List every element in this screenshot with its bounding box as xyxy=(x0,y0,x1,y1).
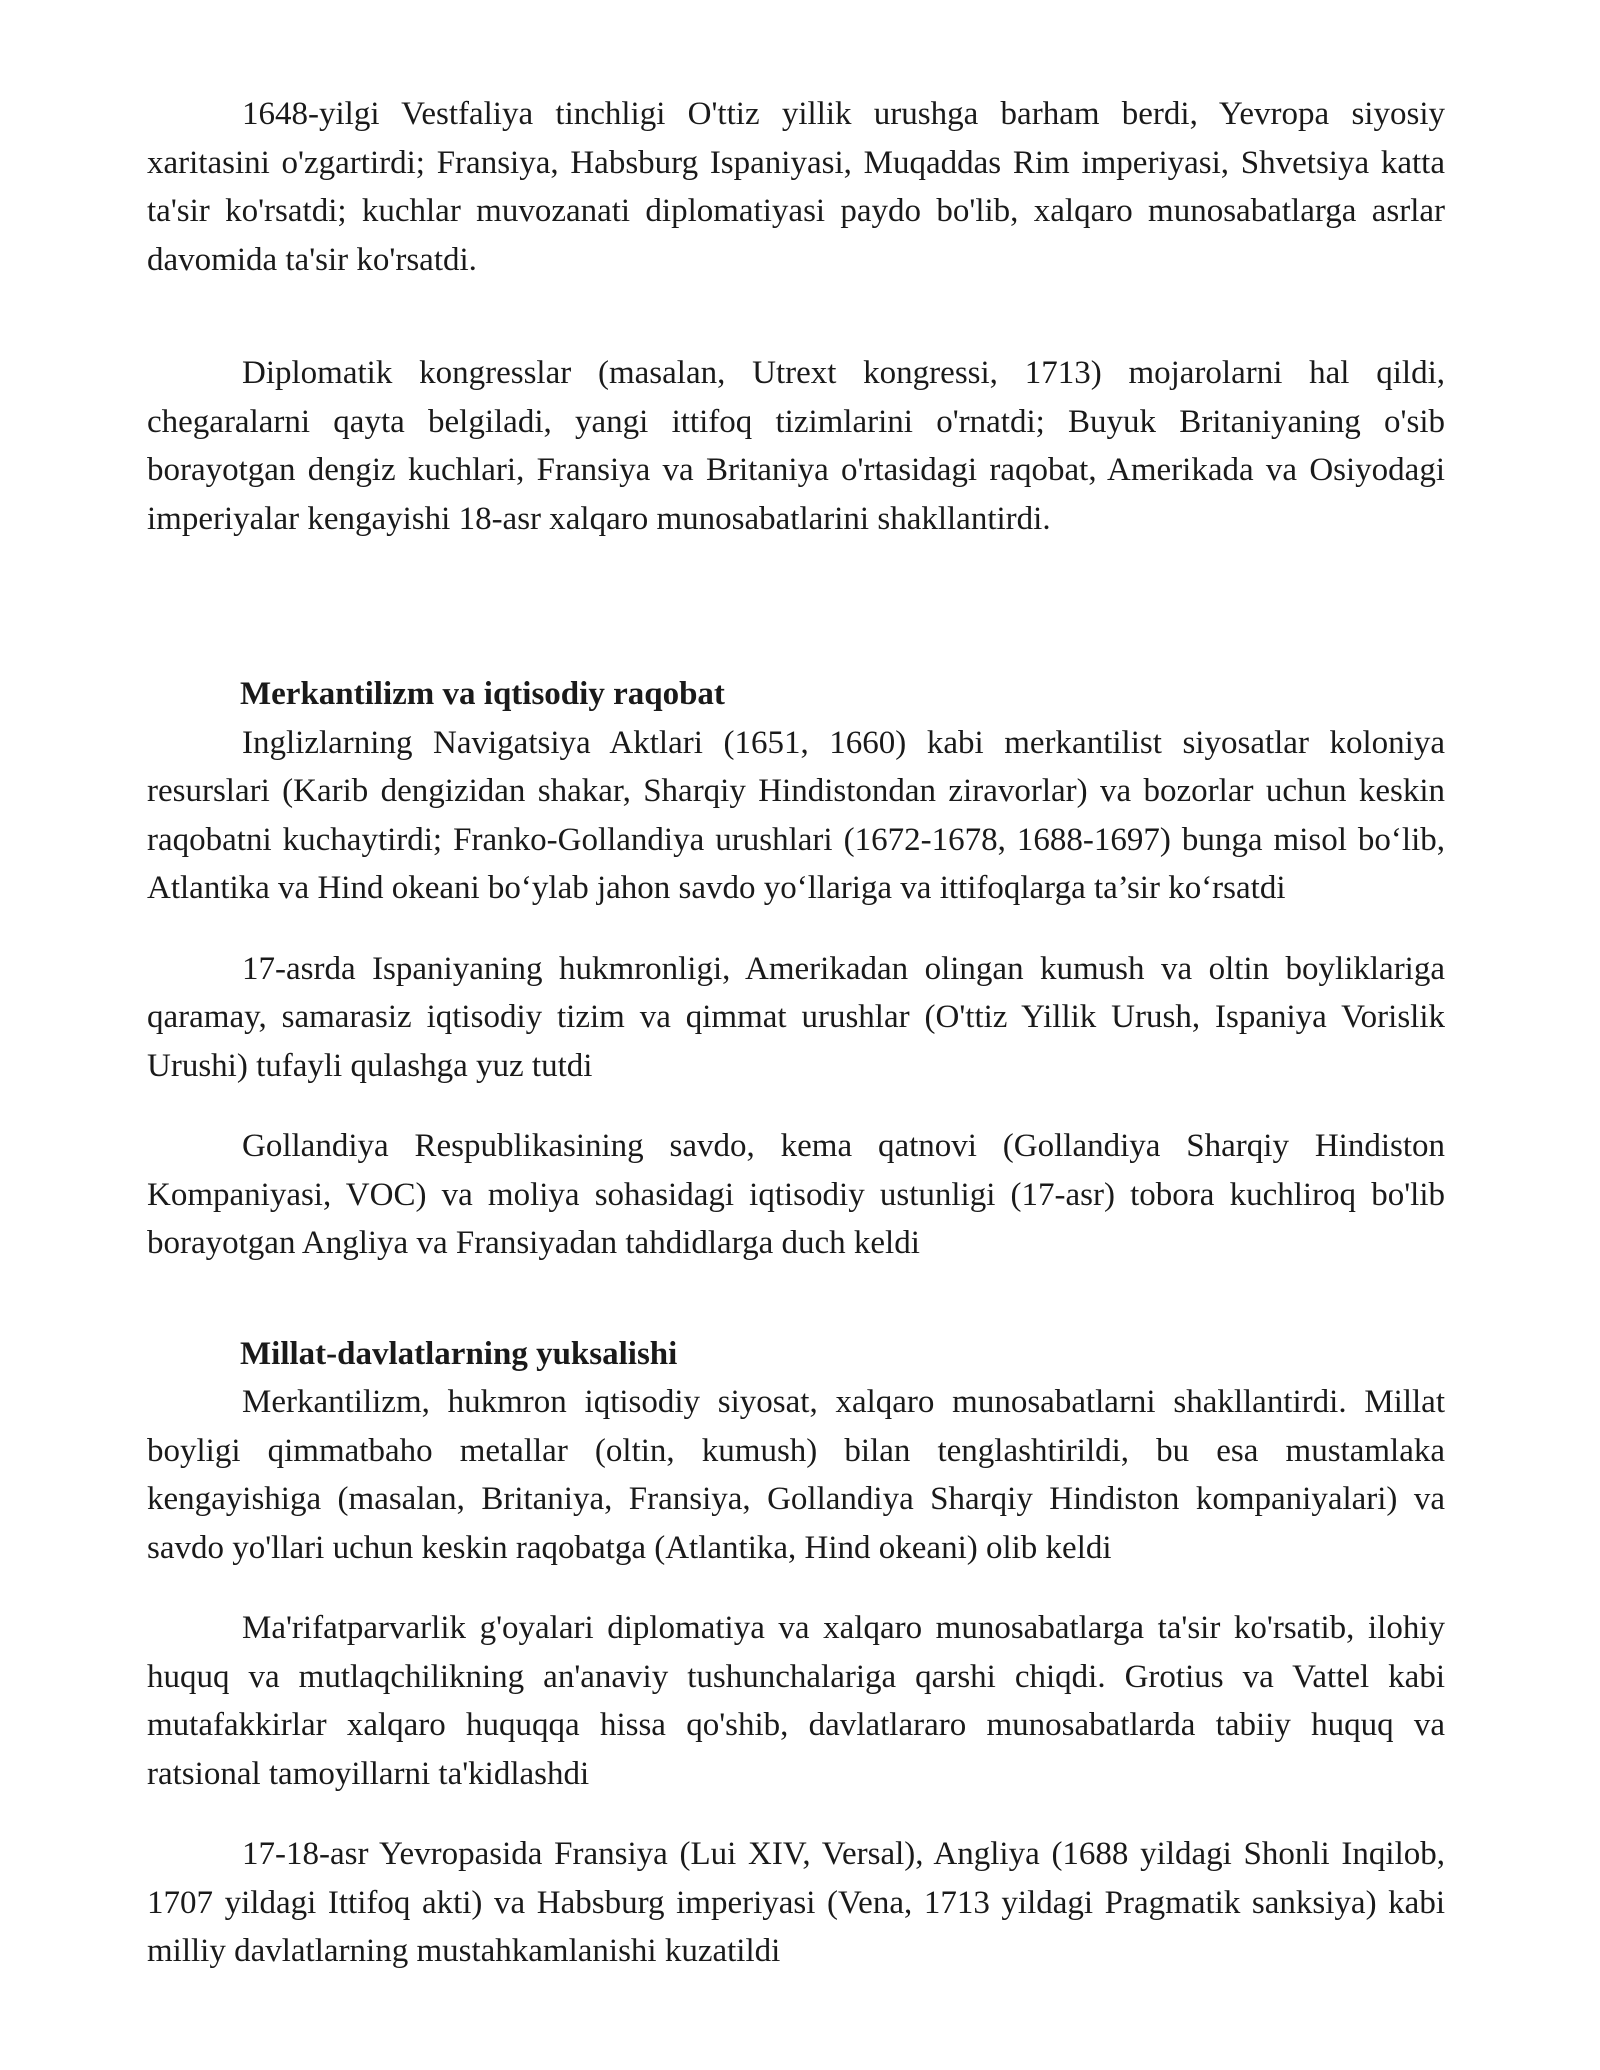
document-page xyxy=(147,90,1445,1976)
paragraph-mercantilism-policy: Merkantilizm, hukmron iqtisodiy siyosat, xalqaro munosabatlarni shakllantirdi. Millat boyligi qimmatbaho metallar (oltin, kumush) bilan tenglashtirildi, bu esa mustamlaka kengayishiga (masalan, Britaniya, Fransiya, Gollandiya Sharqiy Hindiston kompaniyalari) va savdo yo'llari uchun keskin raqobatga (Atlantika, Hind okeani) olib keldi xyxy=(147,1384,1445,1566)
spacer xyxy=(147,1090,1445,1122)
paragraph-dutch-republic: Gollandiya Respublikasining savdo, kema qatnovi (Gollandiya Sharqiy Hindiston Kompaniyasi, VOC) va moliya sohasidagi iqtisodiy ustunligi (17-asr) tobora kuchliroq bo'lib borayotgan Angliya va Fransiyadan tahdidlarga duch keldi xyxy=(147,1128,1445,1261)
paragraph-enlightenment: Ma'rifatparvarlik g'oyalari diplomatiya va xalqaro munosabatlarga ta'sir ko'rsatib, ilohiy huquq va mutlaqchilikning an'anaviy tushunchalariga qarshi chiqdi. Grotius va Vattel kabi mutafakkirlar xalqaro huquqqa hissa qo'shib, davlatlararo munosabatlarda tabiiy huquq va ratsional tamoyillarni ta'kidlashdi xyxy=(147,1610,1445,1792)
spacer xyxy=(147,1572,1445,1604)
paragraph-navigation-acts: Inglizlarning Navigatsiya Aktlari (1651, 1660) kabi merkantilist siyosatlar koloniya resurslari (Karib dengizidan shakar, Sharqiy Hindistondan ziravorlar) va bozorlar uchun keskin raqobatni kuchaytirdi; Franko-Gollandiya urushlari (1672-1678, 1688-1697) bunga misol bo‘lib, Atlantika va Hind okeani bo‘ylab jahon savdo yo‘llariga va ittifoqlarga ta’sir ko‘rsatdi xyxy=(147,724,1445,906)
spacer xyxy=(147,1798,1445,1830)
paragraph-westphalia: 1648-yilgi Vestfaliya tinchligi O'ttiz yillik urushga barham berdi, Yevropa siyosiy xaritasini o'zgartirdi; Fransiya, Habsburg Ispaniyasi, Muqaddas Rim imperiyasi, Shvetsiya katta ta'sir ko'rsatdi; kuchlar muvozanati diplomatiyasi paydo bo'lib, xalqaro munosabatlarga asrlar davomida ta'sir ko'rsatdi. xyxy=(147,96,1445,278)
paragraph-diplomatic-congresses: Diplomatik kongresslar (masalan, Utrext kongressi, 1713) mojarolarni hal qildi, chegaralarni qayta belgiladi, yangi ittifoq tizimlarini o'rnatdi; Buyuk Britaniyaning o'sib borayotgan dengiz kuchlari, Fransiya va Britaniya o'rtasidagi raqobat, Amerikada va Osiyodagi imperiyalar kengayishi 18-asr xalqaro munosabatlarini shakllantirdi. xyxy=(147,355,1445,537)
spacer xyxy=(147,543,1445,605)
spacer xyxy=(147,605,1445,670)
spacer xyxy=(147,913,1445,945)
section-heading-mercantilism: Merkantilizm va iqtisodiy raqobat xyxy=(240,676,725,712)
spacer xyxy=(147,1268,1445,1330)
paragraph-spain-decline: 17-asrda Ispaniyaning hukmronligi, Amerikadan olingan kumush va oltin boyliklariga qaramay, samarasiz iqtisodiy tizim va qimmat urushlar (O'ttiz Yillik Urush, Ispaniya Vorislik Urushi) tufayli qulashga yuz tutdi xyxy=(147,950,1445,1084)
paragraph-nation-consolidation: 17-18-asr Yevropasida Fransiya (Lui XIV, Versal), Angliya (1688 yildagi Shonli Inqilob, 1707 yildagi Ittifoq akti) va Habsburg imperiyasi (Vena, 1713 yildagi Pragmatik sanksiya) kabi milliy davlatlarning mustahkamlanishi kuzatildi xyxy=(147,1836,1445,1969)
section-heading-nation-states: Millat-davlatlarning yuksalishi xyxy=(240,1335,678,1372)
spacer xyxy=(147,284,1445,349)
